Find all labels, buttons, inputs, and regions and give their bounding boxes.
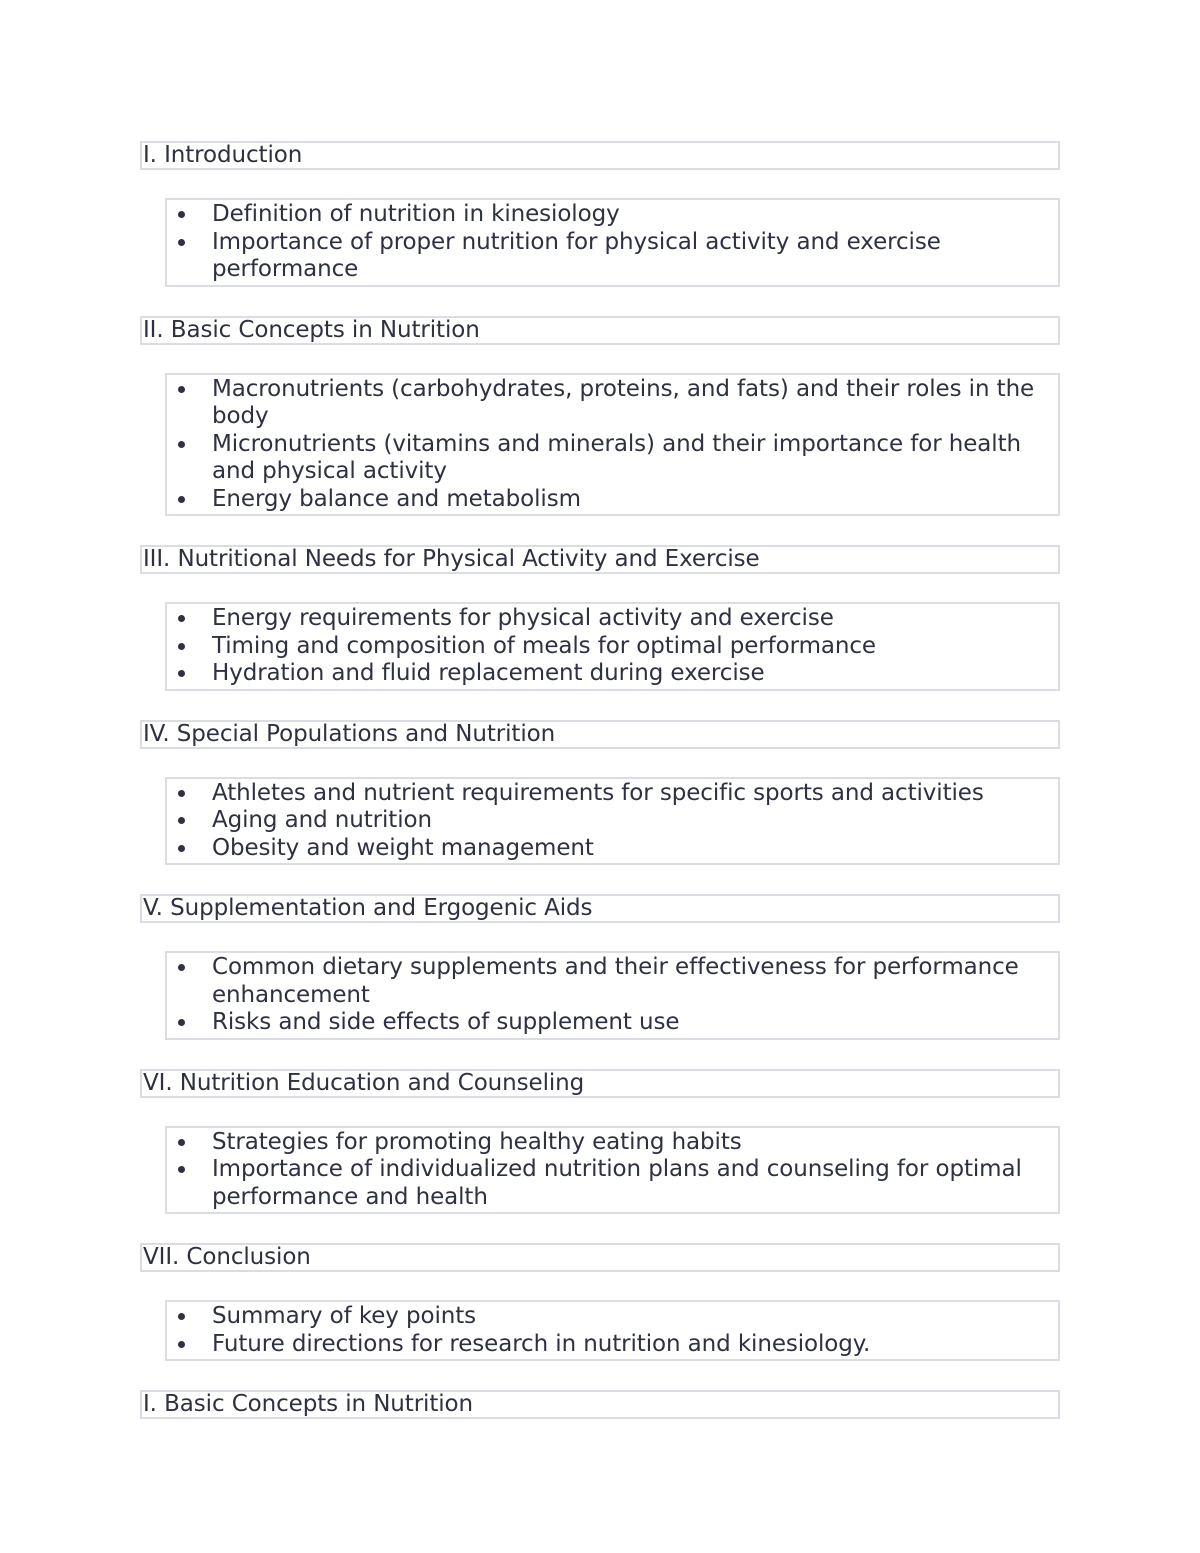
section-heading: III. Nutritional Needs for Physical Activity and Exercise: [140, 545, 1060, 574]
bullet-list: [165, 1300, 1060, 1361]
section-heading: I. Introduction: [140, 141, 1060, 170]
list-item-text: Energy balance and metabolism: [212, 485, 581, 512]
list-item-text: Strategies for promoting healthy eating habits: [212, 1128, 742, 1155]
list-item: [167, 1129, 1052, 1157]
list-item: [167, 633, 1052, 661]
bullet-list: [165, 602, 1060, 691]
list-item: [167, 1303, 1052, 1331]
list-item-text: Hydration and fluid replacement during exercise: [212, 660, 765, 686]
list-item-text: Athletes and nutrient requirements for specific sports and activities: [212, 779, 984, 806]
document-outline: [140, 141, 1060, 1419]
bullet-list: [165, 951, 1060, 1040]
list-item-text: Energy requirements for physical activity and exercise: [212, 605, 834, 631]
bullet-icon: [178, 211, 185, 218]
list-item-text: Micronutrients (vitamins and minerals) and their importance for health and physical activity: [212, 430, 1021, 484]
section-heading: I. Basic Concepts in Nutrition: [140, 1390, 1060, 1419]
bullet-icon: [178, 1139, 185, 1146]
bullet-icon: [178, 643, 185, 650]
bullet-icon: [178, 496, 185, 503]
section-heading: VI. Nutrition Education and Counseling: [140, 1069, 1060, 1098]
list-item-text: Aging and nutrition: [212, 807, 432, 833]
list-item-text: Importance of individualized nutrition plans and counseling for optimal performance and health: [212, 1156, 1022, 1210]
list-item: [167, 780, 1052, 808]
list-item-text: Summary of key points: [212, 1303, 477, 1329]
bullet-icon: [178, 239, 185, 246]
list-item: [167, 605, 1052, 633]
bullet-icon: [178, 386, 185, 393]
list-item: [167, 376, 1052, 431]
list-item: [167, 431, 1052, 486]
bullet-icon: [178, 1166, 185, 1173]
list-item: [167, 201, 1052, 229]
bullet-list: [165, 198, 1060, 287]
list-item-text: Common dietary supplements and their effectiveness for performance enhancement: [212, 954, 1019, 1008]
bullet-icon: [178, 790, 185, 797]
list-item: [167, 835, 1052, 863]
list-item-text: Definition of nutrition in kinesiology: [212, 201, 620, 227]
list-item: [167, 1156, 1052, 1211]
bullet-icon: [178, 845, 185, 852]
list-item-text: Macronutrients (carbohydrates, proteins, and fats) and their roles in the body: [212, 375, 1035, 429]
section-heading: VII. Conclusion: [140, 1243, 1060, 1272]
list-item-text: Importance of proper nutrition for physical activity and exercise performance: [212, 228, 941, 282]
list-item: [167, 660, 1052, 688]
list-item: [167, 486, 1052, 514]
list-item: [167, 229, 1052, 284]
bullet-icon: [178, 441, 185, 448]
bullet-icon: [178, 1313, 185, 1320]
section-heading: IV. Special Populations and Nutrition: [140, 720, 1060, 749]
list-item-text: Obesity and weight management: [212, 834, 594, 861]
bullet-icon: [178, 817, 185, 824]
list-item: [167, 1009, 1052, 1037]
section-heading: II. Basic Concepts in Nutrition: [140, 316, 1060, 345]
list-item-text: Timing and composition of meals for optimal performance: [212, 632, 876, 659]
bullet-list: [165, 777, 1060, 866]
bullet-icon: [178, 1341, 185, 1348]
bullet-icon: [178, 615, 185, 622]
bullet-icon: [178, 1019, 185, 1026]
list-item-text: Risks and side effects of supplement use: [212, 1009, 680, 1035]
bullet-icon: [178, 670, 185, 677]
bullet-icon: [178, 964, 185, 971]
list-item: [167, 954, 1052, 1009]
list-item: [167, 1331, 1052, 1359]
list-item-text: Future directions for research in nutrition and kinesiology.: [212, 1330, 871, 1357]
bullet-list: [165, 373, 1060, 517]
bullet-list: [165, 1126, 1060, 1215]
section-heading: V. Supplementation and Ergogenic Aids: [140, 894, 1060, 923]
list-item: [167, 807, 1052, 835]
